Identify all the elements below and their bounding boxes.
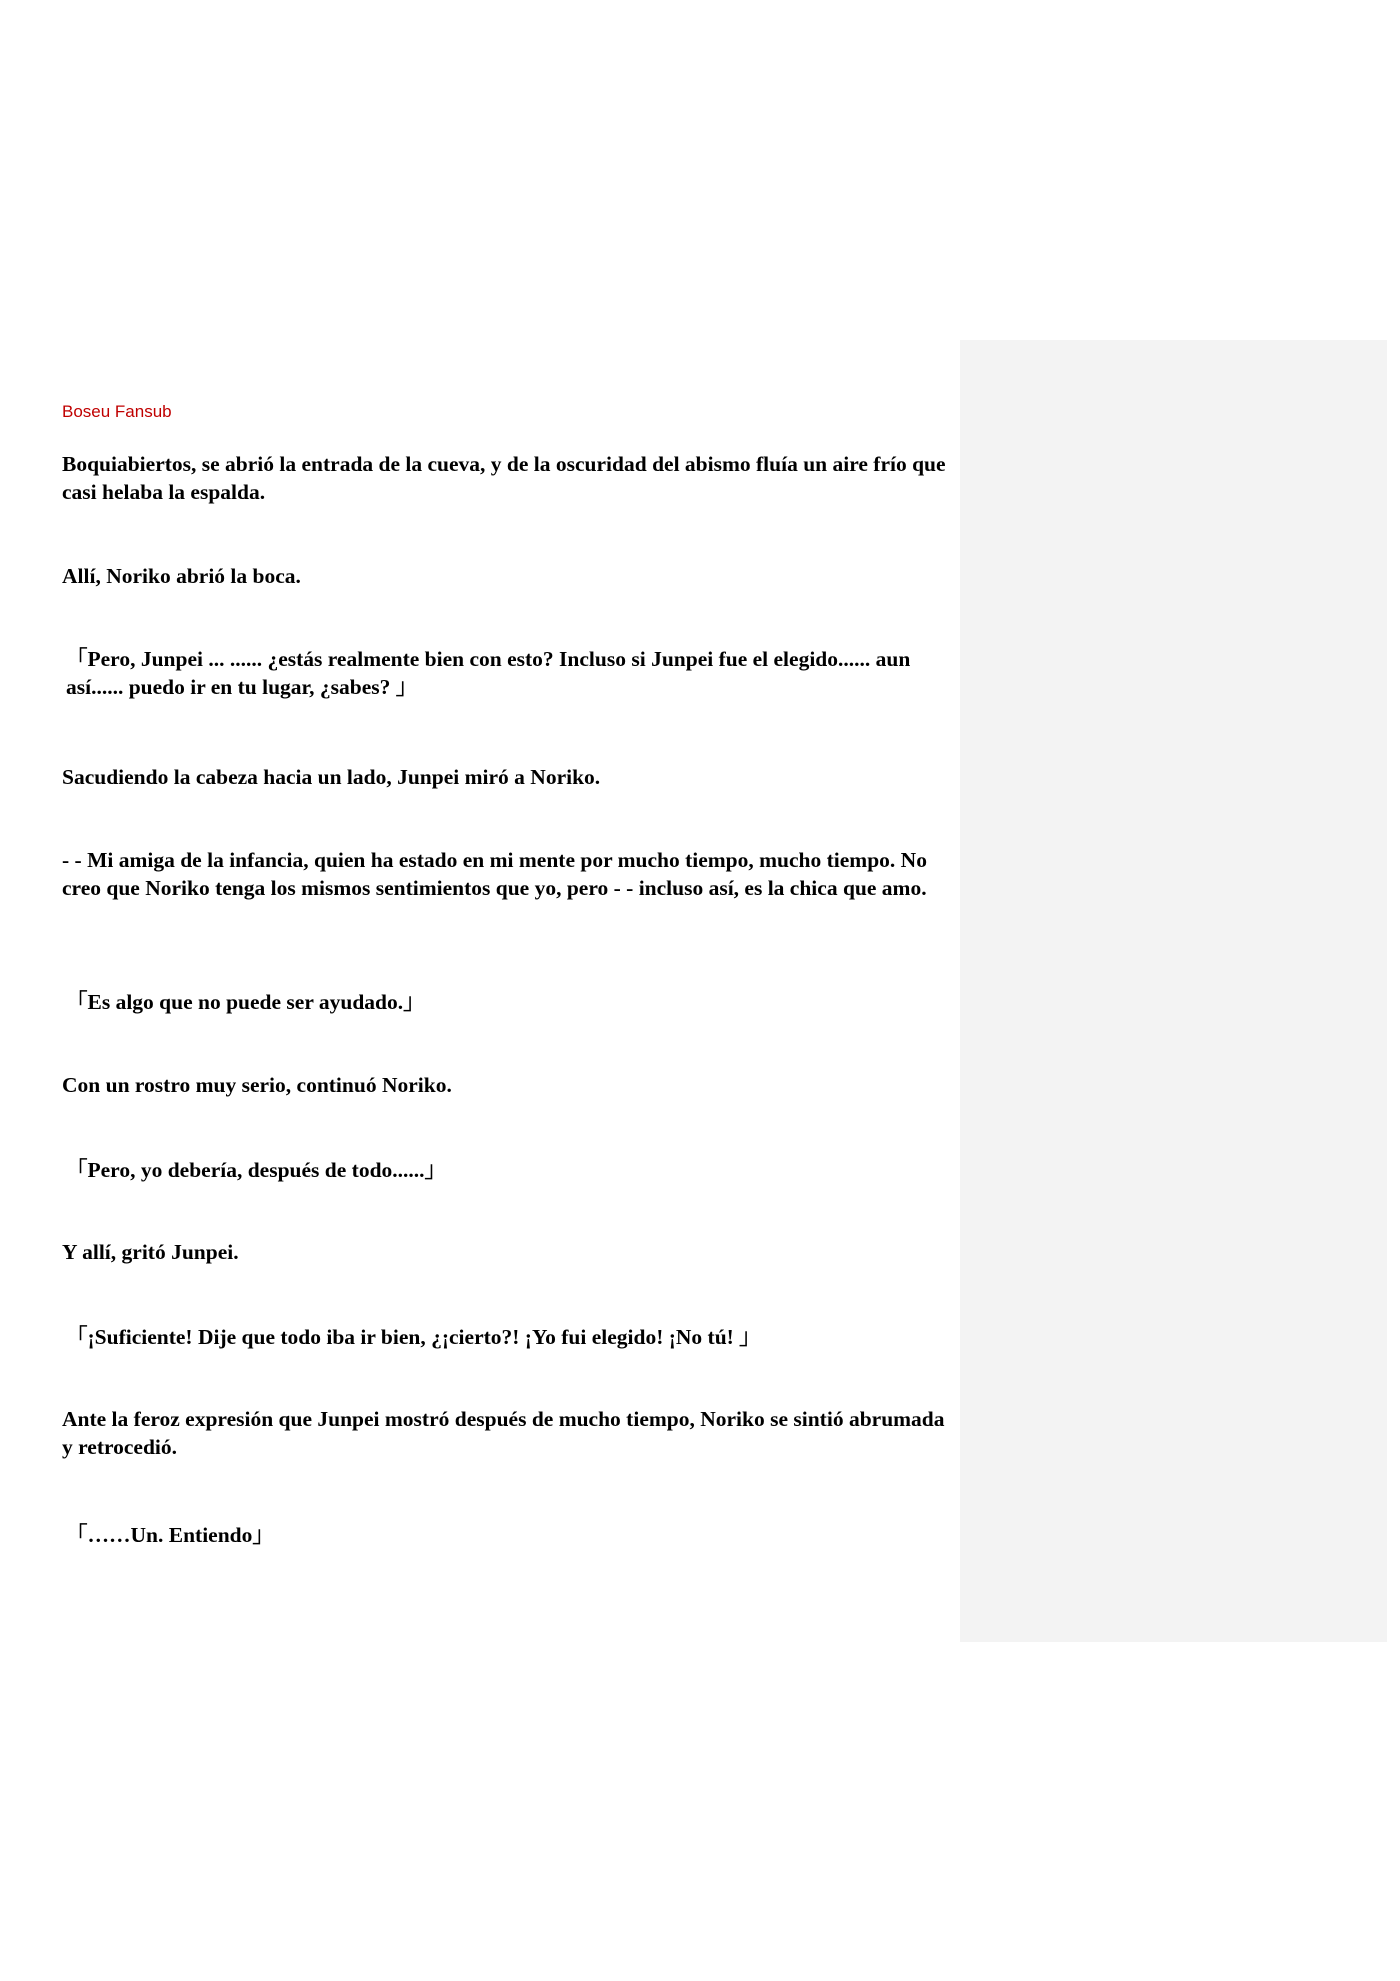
comment-pane xyxy=(960,340,1387,1642)
paragraph-3: 「Pero, Junpei ... ...... ¿estás realmente bien con esto? Incluso si Junpei fue el elegido...... aun así...... puedo ir en tu lugar, ¿sabes? 」 xyxy=(66,647,911,699)
paragraph-2: Allí, Noriko abrió la boca. xyxy=(62,564,301,588)
paragraph-6: 「Es algo que no puede ser ayudado.」 xyxy=(66,990,425,1014)
paragraph-1: Boquiabiertos, se abrió la entrada de la cueva, y de la oscuridad del abismo fluía un aire frío que casi helaba la espalda. xyxy=(62,452,946,504)
paragraph-8: 「Pero, yo debería, después de todo......」 xyxy=(66,1158,447,1182)
paragraph-7: Con un rostro muy serio, continuó Noriko. xyxy=(62,1073,452,1097)
paragraph-10: 「¡Suficiente! Dije que todo iba ir bien, ¿¡cierto?! ¡Yo fui elegido! ¡No tú! 」 xyxy=(66,1325,761,1349)
fansub-header: Boseu Fansub xyxy=(62,402,172,421)
paragraph-5: - - Mi amiga de la infancia, quien ha estado en mi mente por mucho tiempo, mucho tiempo. No creo que Noriko tenga los mismos sentimientos que yo, pero - - incluso así, es la chica que amo. xyxy=(62,848,927,900)
paragraph-4: Sacudiendo la cabeza hacia un lado, Junpei miró a Noriko. xyxy=(62,765,601,789)
paragraph-9: Y allí, gritó Junpei. xyxy=(62,1240,239,1264)
paragraph-11: Ante la feroz expresión que Junpei mostró después de mucho tiempo, Noriko se sintió abrumada y retrocedió. xyxy=(62,1407,945,1459)
paragraph-12: 「……Un. Entiendo」 xyxy=(66,1523,274,1547)
